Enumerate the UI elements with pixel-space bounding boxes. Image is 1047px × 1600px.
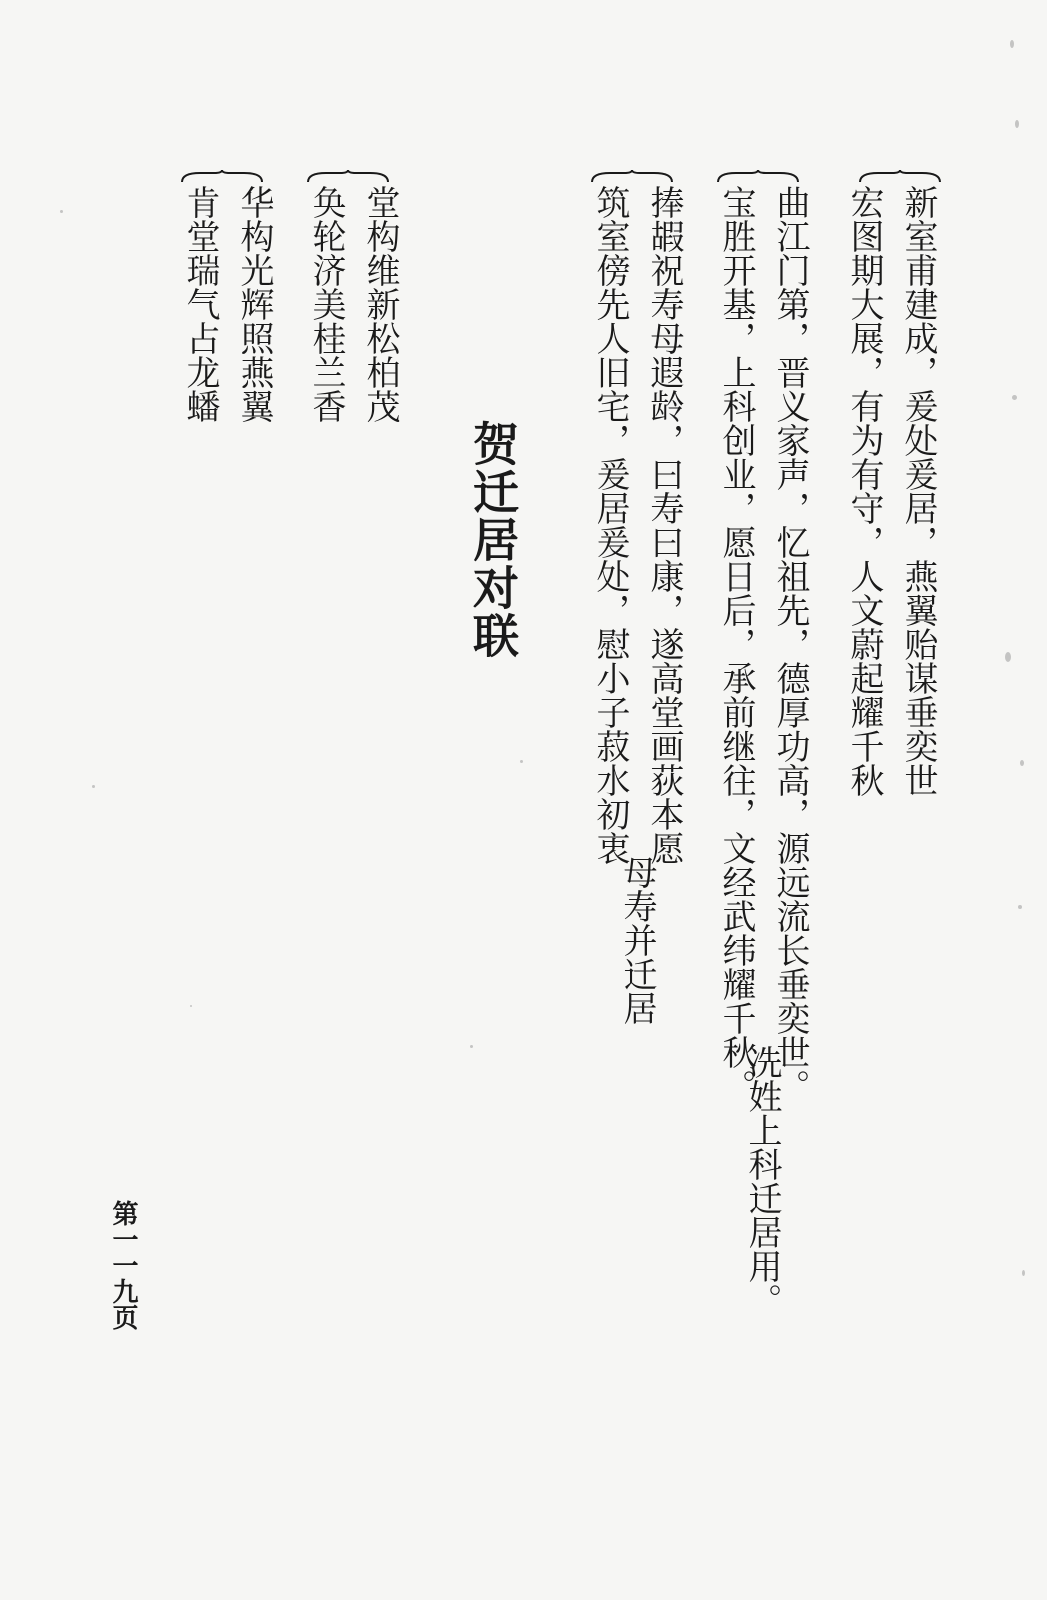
scan-speck bbox=[1005, 652, 1011, 662]
scan-speck bbox=[60, 210, 63, 213]
couplet-3-lower: 筑室傍先人旧宅，爰居爰处，慰小子菽水初衷 bbox=[590, 185, 630, 865]
scan-speck bbox=[1010, 40, 1014, 48]
scan-speck bbox=[1018, 905, 1022, 909]
page-number: 第一一九页 bbox=[108, 1200, 138, 1330]
scan-speck bbox=[190, 1005, 192, 1007]
couplet-brace bbox=[858, 170, 898, 184]
couplet-2-upper: 曲江门第，晋义家声，忆祖先，德厚功高，源远流长垂奕世。 bbox=[770, 185, 810, 1103]
couplet-3-upper: 捧嘏祝寿母遐龄，曰寿曰康，遂高堂画荻本愿 bbox=[644, 185, 684, 865]
couplet-brace bbox=[306, 170, 346, 184]
short-couplet-2-lower: 肯堂瑞气占龙蟠 bbox=[180, 185, 220, 423]
scan-speck bbox=[1022, 1270, 1025, 1276]
couplet-3-note: 母寿并迁居 bbox=[617, 855, 657, 1025]
scan-speck bbox=[470, 1045, 473, 1048]
scan-speck bbox=[520, 760, 523, 763]
scan-speck bbox=[92, 785, 95, 788]
scan-speck bbox=[1015, 120, 1019, 128]
couplet-1-lower: 宏图期大展，有为有守，人文蔚起耀千秋 bbox=[844, 185, 884, 797]
short-couplet-1-upper: 堂构维新松柏茂 bbox=[360, 185, 400, 423]
short-couplet-1-lower: 奂轮济美桂兰香 bbox=[306, 185, 346, 423]
scan-speck bbox=[1020, 760, 1024, 766]
couplet-2-note: 冼姓上科迁居用。 bbox=[742, 1045, 782, 1317]
section-title: 贺迁居对联 bbox=[466, 420, 520, 660]
couplet-brace bbox=[716, 170, 756, 184]
couplet-1-upper: 新室甫建成，爰处爰居，燕翼贻谋垂奕世 bbox=[898, 185, 938, 797]
couplet-brace bbox=[180, 170, 220, 184]
short-couplet-2-upper: 华构光辉照燕翼 bbox=[234, 185, 274, 423]
couplet-brace bbox=[590, 170, 630, 184]
couplet-2-lower: 宝胜开基，上科创业，愿日后，承前继往，文经武纬耀千秋。 bbox=[716, 185, 756, 1103]
scan-speck bbox=[1012, 395, 1017, 400]
